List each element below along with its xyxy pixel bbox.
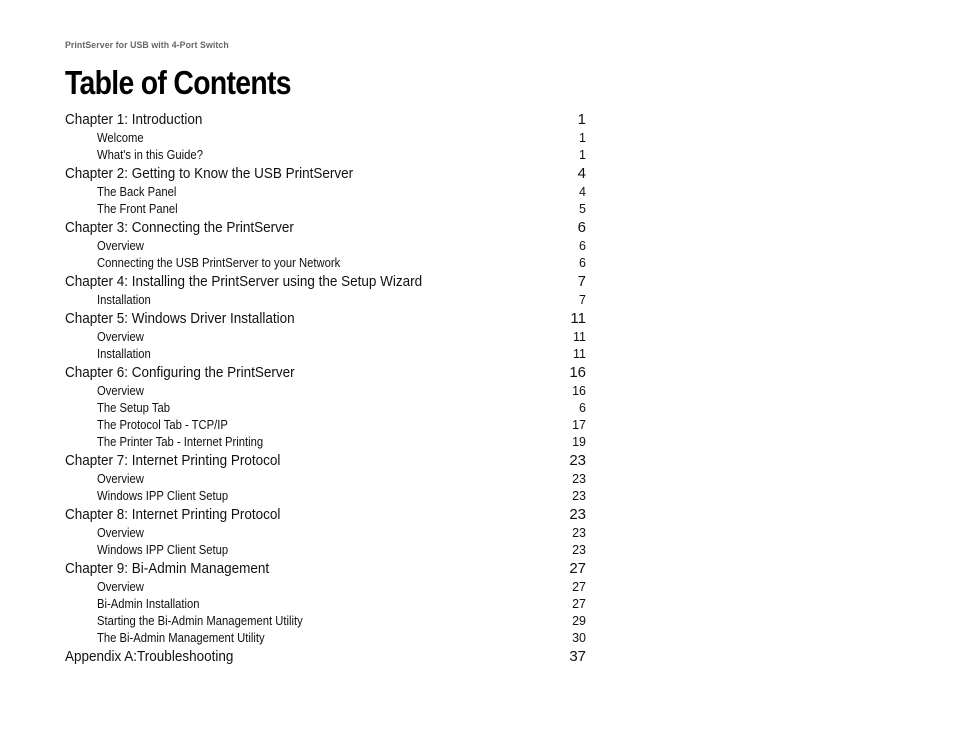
toc-entry-label: The Protocol Tab - TCP/IP — [97, 418, 228, 432]
toc-entry-label: Chapter 8: Internet Printing Protocol — [65, 506, 281, 523]
toc-entry-label: Chapter 4: Installing the PrintServer using the Setup Wizard — [65, 273, 423, 290]
toc-entry-label: Installation — [97, 347, 151, 361]
toc-chapter-entry[interactable] — [65, 272, 586, 292]
toc-entry-label: The Setup Tab — [97, 401, 170, 415]
toc-entry-page-number: 23 — [572, 543, 586, 557]
toc-chapter-entry[interactable] — [65, 559, 586, 579]
toc-entry-label: Overview — [97, 580, 144, 594]
table-of-contents — [65, 110, 586, 667]
toc-chapter-entry[interactable] — [65, 110, 586, 130]
toc-chapter-entry[interactable] — [65, 505, 586, 525]
toc-entry-page-number: 6 — [577, 219, 586, 236]
toc-entry-page-number: 37 — [569, 648, 586, 665]
toc-section-entry[interactable] — [65, 579, 586, 596]
toc-section-entry[interactable] — [65, 255, 586, 272]
toc-entry-label: The Printer Tab - Internet Printing — [97, 435, 264, 449]
toc-section-entry[interactable] — [65, 383, 586, 400]
page-title: Table of Contents — [65, 64, 291, 101]
toc-section-entry[interactable] — [65, 596, 586, 613]
toc-entry-label: Chapter 9: Bi-Admin Management — [65, 560, 270, 577]
toc-chapter-entry[interactable] — [65, 309, 586, 329]
running-header: PrintServer for USB with 4-Port Switch — [65, 40, 229, 51]
toc-section-entry[interactable] — [65, 471, 586, 488]
toc-entry-page-number: 23 — [572, 472, 586, 486]
toc-chapter-entry[interactable] — [65, 647, 586, 667]
toc-entry-page-number: 11 — [570, 310, 586, 327]
toc-entry-page-number: 4 — [579, 185, 586, 199]
toc-entry-page-number: 7 — [579, 293, 586, 307]
toc-entry-page-number: 23 — [572, 526, 586, 540]
toc-section-entry[interactable] — [65, 630, 586, 647]
toc-section-entry[interactable] — [65, 130, 586, 147]
toc-entry-page-number: 27 — [572, 580, 586, 594]
toc-entry-label: Connecting the USB PrintServer to your Network — [97, 256, 341, 270]
toc-section-entry[interactable] — [65, 488, 586, 505]
toc-entry-page-number: 6 — [579, 256, 586, 270]
toc-section-entry[interactable] — [65, 147, 586, 164]
toc-entry-page-number: 11 — [573, 330, 586, 344]
toc-entry-label: Chapter 6: Configuring the PrintServer — [65, 364, 295, 381]
toc-section-entry[interactable] — [65, 613, 586, 630]
toc-entry-page-number: 4 — [577, 165, 586, 182]
toc-entry-page-number: 29 — [572, 614, 586, 628]
toc-entry-label: The Bi-Admin Management Utility — [97, 631, 265, 645]
toc-entry-label: The Front Panel — [97, 202, 178, 216]
toc-section-entry[interactable] — [65, 292, 586, 309]
toc-section-entry[interactable] — [65, 346, 586, 363]
toc-chapter-entry[interactable] — [65, 451, 586, 471]
toc-entry-page-number: 6 — [579, 401, 586, 415]
toc-entry-label: Starting the Bi-Admin Management Utility — [97, 614, 303, 628]
toc-entry-page-number: 27 — [569, 560, 586, 577]
toc-entry-label: Overview — [97, 330, 144, 344]
toc-section-entry[interactable] — [65, 201, 586, 218]
toc-entry-label: Chapter 7: Internet Printing Protocol — [65, 452, 281, 469]
toc-section-entry[interactable] — [65, 400, 586, 417]
toc-section-entry[interactable] — [65, 542, 586, 559]
toc-entry-page-number: 1 — [579, 131, 586, 145]
toc-entry-page-number: 1 — [577, 111, 586, 128]
toc-entry-label: Windows IPP Client Setup — [97, 489, 229, 503]
toc-section-entry[interactable] — [65, 329, 586, 346]
toc-entry-label: What's in this Guide? — [97, 148, 203, 162]
toc-entry-label: Bi-Admin Installation — [97, 597, 200, 611]
toc-entry-label: Overview — [97, 472, 144, 486]
toc-entry-label: Chapter 1: Introduction — [65, 111, 203, 128]
toc-entry-page-number: 27 — [572, 597, 586, 611]
toc-entry-page-number: 17 — [572, 418, 586, 432]
toc-entry-label: Welcome — [97, 131, 144, 145]
toc-entry-label: Windows IPP Client Setup — [97, 543, 229, 557]
toc-section-entry[interactable] — [65, 238, 586, 255]
toc-entry-label: Appendix A:Troubleshooting — [65, 648, 234, 665]
toc-entry-page-number: 6 — [579, 239, 586, 253]
toc-entry-label: Overview — [97, 384, 144, 398]
toc-chapter-entry[interactable] — [65, 218, 586, 238]
toc-entry-label: Overview — [97, 526, 144, 540]
toc-entry-label: Chapter 3: Connecting the PrintServer — [65, 219, 294, 236]
toc-entry-label: Chapter 2: Getting to Know the USB PrintServer — [65, 165, 354, 182]
toc-entry-label: Overview — [97, 239, 144, 253]
toc-section-entry[interactable] — [65, 184, 586, 201]
toc-entry-page-number: 16 — [572, 384, 586, 398]
toc-entry-label: The Back Panel — [97, 185, 177, 199]
toc-entry-page-number: 30 — [572, 631, 586, 645]
toc-section-entry[interactable] — [65, 417, 586, 434]
toc-entry-page-number: 16 — [569, 364, 586, 381]
toc-entry-page-number: 19 — [572, 435, 586, 449]
toc-section-entry[interactable] — [65, 434, 586, 451]
toc-entry-page-number: 11 — [573, 347, 586, 361]
toc-entry-page-number: 23 — [569, 452, 586, 469]
toc-entry-page-number: 5 — [579, 202, 586, 216]
toc-entry-label: Installation — [97, 293, 151, 307]
toc-entry-page-number: 7 — [577, 273, 586, 290]
toc-entry-label: Chapter 5: Windows Driver Installation — [65, 310, 295, 327]
toc-entry-page-number: 23 — [569, 506, 586, 523]
toc-entry-page-number: 1 — [579, 148, 586, 162]
toc-section-entry[interactable] — [65, 525, 586, 542]
toc-chapter-entry[interactable] — [65, 164, 586, 184]
toc-chapter-entry[interactable] — [65, 363, 586, 383]
toc-entry-page-number: 23 — [572, 489, 586, 503]
